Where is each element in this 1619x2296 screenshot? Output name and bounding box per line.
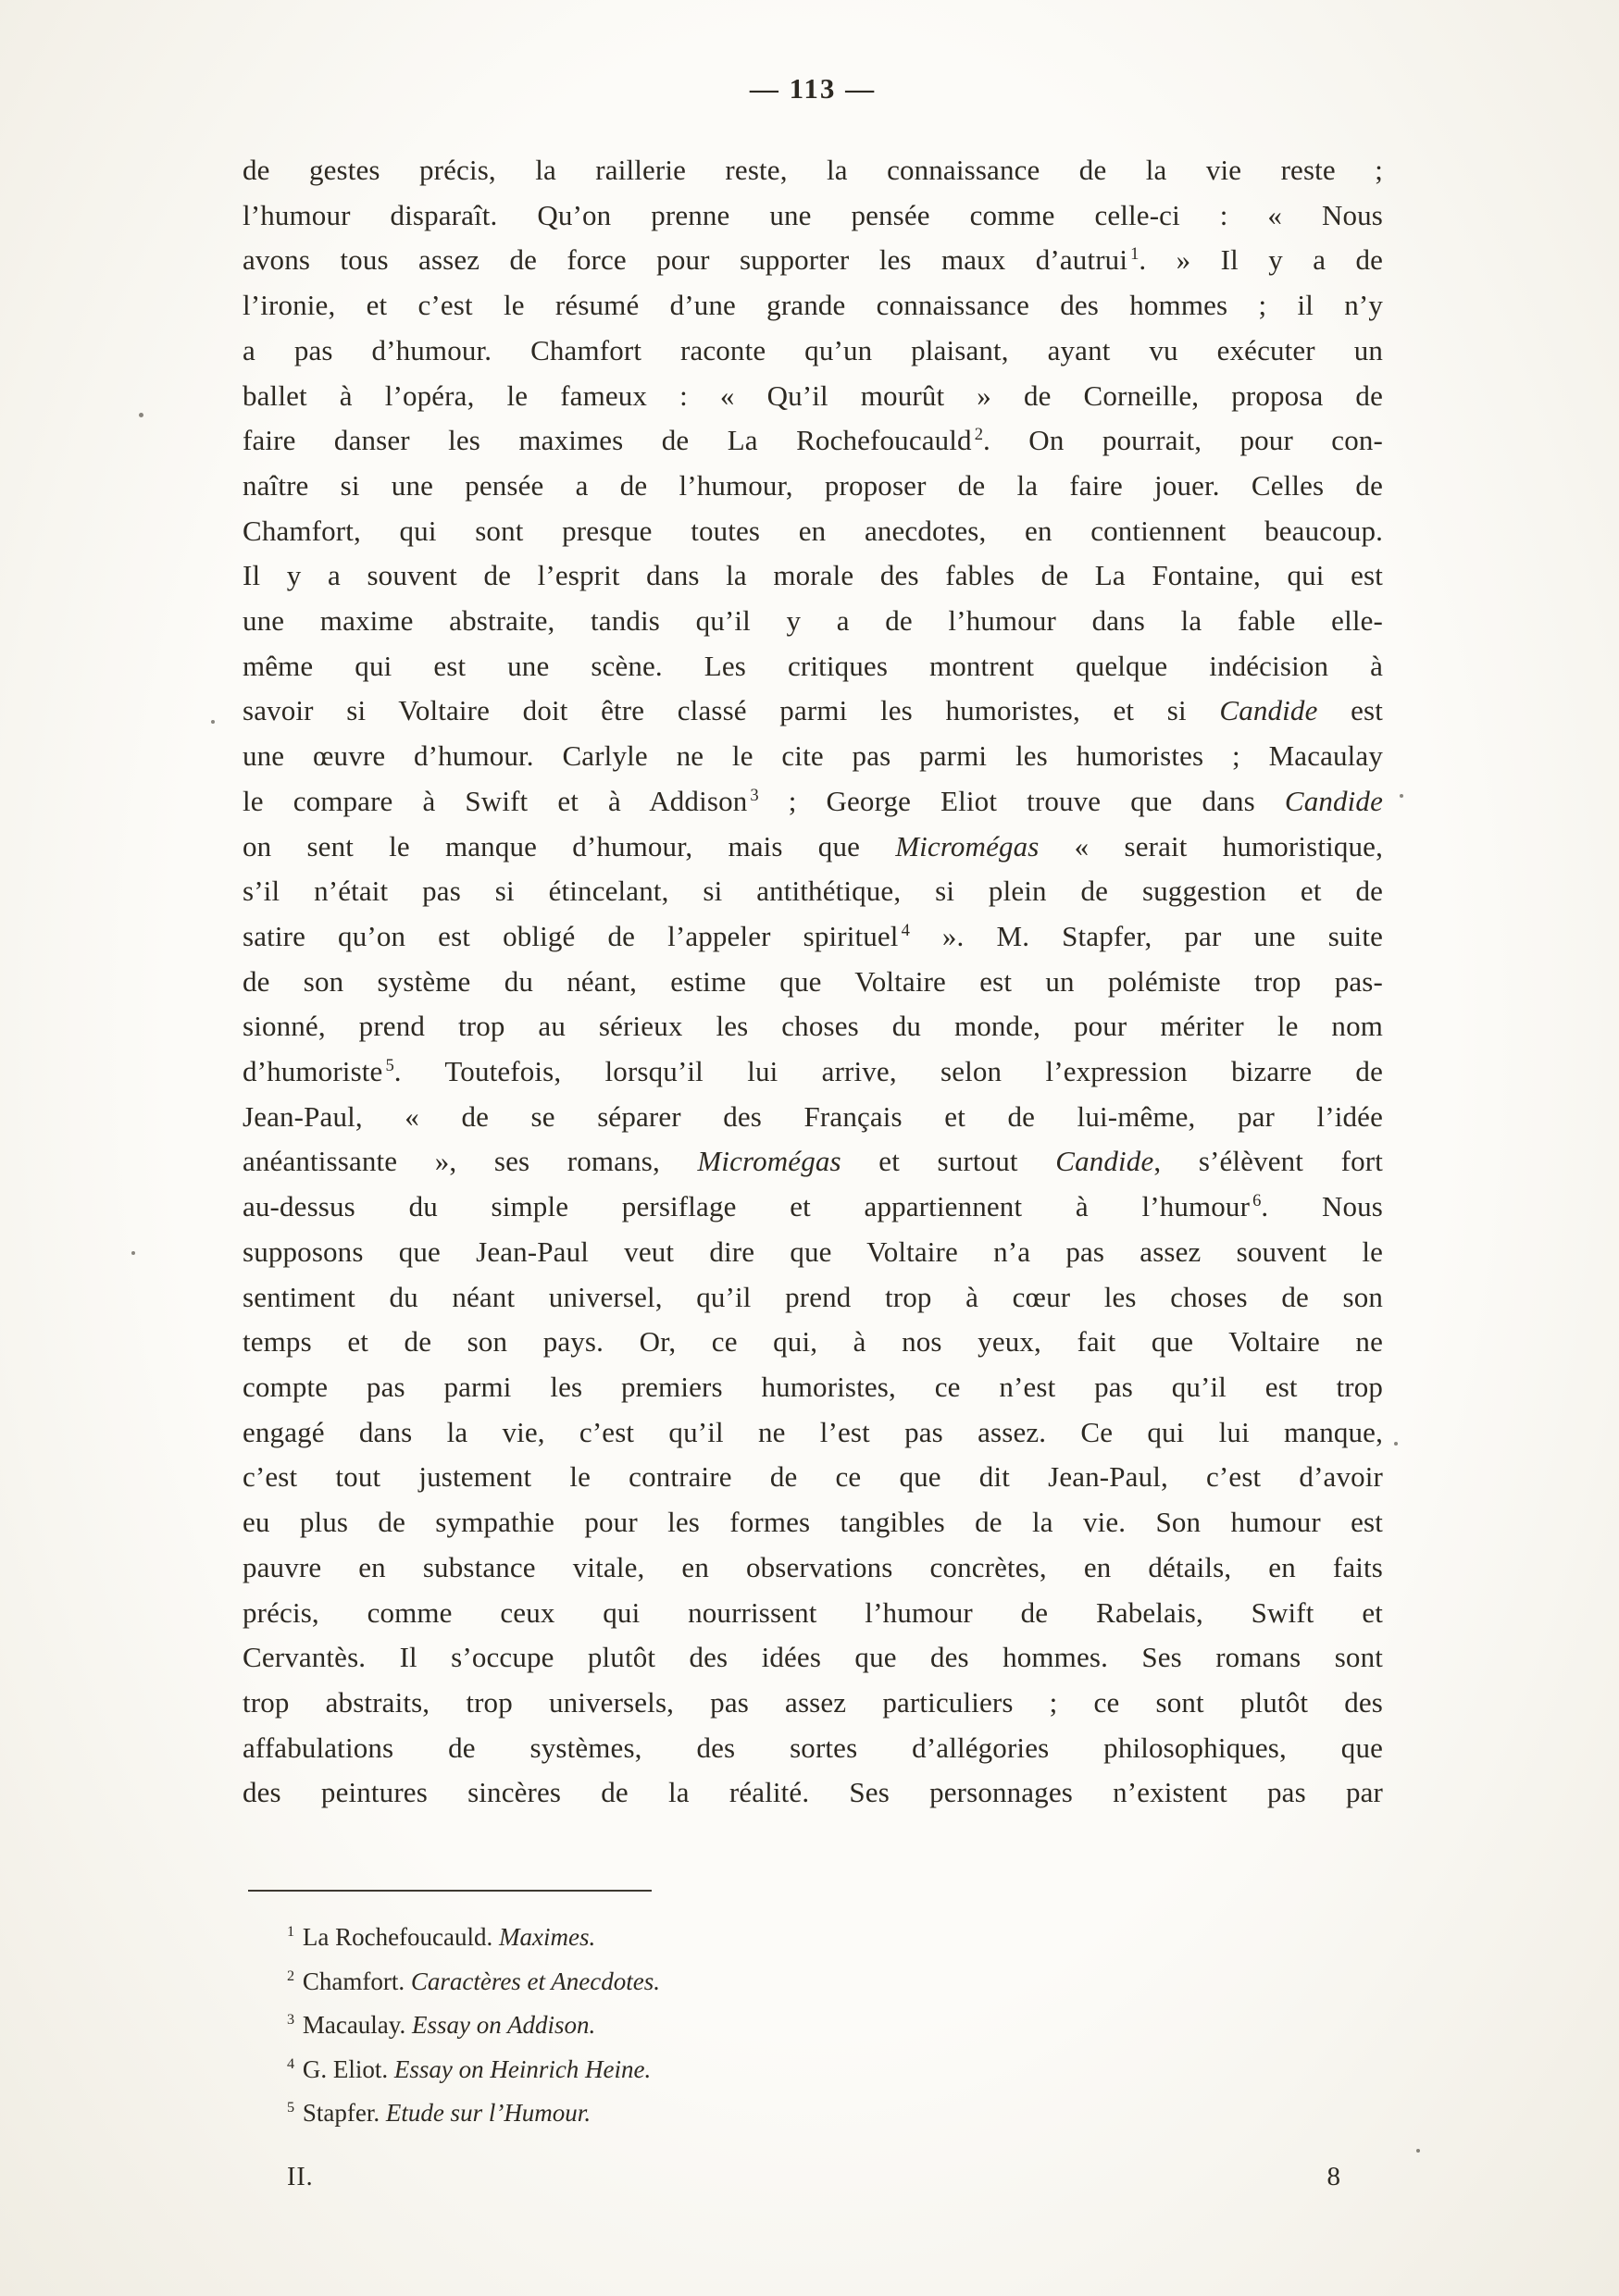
footnote-item: $^4$ G. Eliot. Essay on Heinrich Heine. [287, 2054, 652, 2083]
footnotes-section [243, 1890, 1383, 2136]
text-line: même qui est une scène. Les critiques montrent quelque indécision à [243, 649, 1383, 682]
footnote-item: $^3$ Macaulay. Essay on Addison. [287, 2011, 596, 2039]
text-line: savoir si Voltaire doit être classé parmi les humoristes, et si Candide est [243, 694, 1383, 727]
text-line: d’humoriste $^5$. Toutefois, lorsqu’il lui arrive, selon l’expression bizarre de [243, 1055, 1383, 1088]
text-line: supposons que Jean-Paul veut dire que Voltaire n’a pas assez souvent le [243, 1235, 1383, 1268]
text-line: faire danser les maximes de La Rochefoucauld $^2$. On pourrait, pour con- [243, 424, 1383, 457]
footnote-marker: 5 [385, 1055, 394, 1075]
main-text-block [243, 148, 1383, 1816]
italic-title: Candide [1055, 1145, 1154, 1178]
text-line: des peintures sincères de la réalité. Ses personnages n’existent pas par [243, 1776, 1383, 1809]
italic-title: Essay on Addison. [412, 2011, 596, 2039]
text-line: Il y a souvent de l’esprit dans la morale des fables de La Fontaine, qui est [243, 559, 1383, 592]
text-line: au-dessus du simple persiflage et appartiennent à l’humour $^6$. Nous [243, 1190, 1383, 1223]
text-line: temps et de son pays. Or, ce qui, à nos yeux, fait que Voltaire ne [243, 1325, 1383, 1359]
text-line: une œuvre d’humour. Carlyle ne le cite pas parmi les humoristes ; Macaulay [243, 739, 1383, 773]
footnote-item: $^5$ Stapfer. Etude sur l’Humour. [287, 2099, 592, 2127]
text-line: affabulations de systèmes, des sortes d’allégories philosophiques, que [243, 1731, 1383, 1764]
footnote-marker: 2 [974, 424, 983, 444]
text-line: anéantissante », ses romans, Micromégas et surtout Candide, s’élèvent fort [243, 1145, 1383, 1178]
italic-title: Micromégas [895, 829, 1040, 863]
scan-speck [131, 1251, 135, 1255]
text-line: a pas d’humour. Chamfort raconte qu’un plaisant, ayant vu exécuter un [243, 333, 1383, 366]
volume-signature: II. [287, 2163, 314, 2191]
italic-title: Essay on Heinrich Heine. [393, 2054, 652, 2083]
text-line: de gestes précis, la raillerie reste, la connaissance de la vie reste ; [243, 154, 1383, 186]
footnote-marker: 4 [287, 2054, 295, 2072]
footnote-separator [248, 1890, 652, 1892]
text-line: eu plus de sympathie pour les formes tangibles de la vie. Son humour est [243, 1506, 1383, 1539]
text-line: compte pas parmi les premiers humoristes, ce n’est pas qu’il est trop [243, 1370, 1383, 1403]
text-line: avons tous assez de force pour supporter les maux d’autrui $^1$. » Il y a de [243, 243, 1383, 277]
footnote-marker: 2 [287, 1967, 295, 1984]
scan-speck [1416, 2149, 1420, 2153]
text-line: l’ironie, et c’est le résumé d’une grande connaissance des hommes ; il n’y [243, 289, 1383, 322]
scan-speck [1400, 794, 1403, 798]
scan-speck [211, 720, 215, 724]
text-line: s’il n’était pas si étincelant, si antithétique, si plein de suggestion et de [243, 875, 1383, 908]
text-line: de son système du néant, estime que Voltaire est un polémiste trop pas- [243, 964, 1383, 998]
italic-title: Caractères et Anecdotes. [410, 1967, 661, 1995]
text-line: satire qu’on est obligé de l’appeler spirituel $^4$ ». M. Stapfer, par une suite [243, 919, 1383, 952]
text-line: engagé dans la vie, c’est qu’il ne l’est pas assez. Ce qui lui manque, [243, 1415, 1383, 1448]
footnote-marker: 5 [287, 2099, 295, 2116]
footnote-marker: 3 [750, 785, 759, 805]
italic-title: Micromégas [697, 1145, 841, 1178]
sheet-signature: 8 [1326, 2162, 1340, 2191]
footnotes-list [243, 1916, 1383, 2136]
italic-title: Candide [1219, 694, 1318, 727]
text-line: sionné, prend trop au sérieux les choses du monde, pour mériter le nom [243, 1010, 1383, 1043]
text-line: une maxime abstraite, tandis qu’il y a de l’humour dans la fable elle- [243, 604, 1383, 638]
page-footer [243, 2162, 1383, 2192]
text-line: Jean-Paul, « de se séparer des Français et de lui-même, par l’idée [243, 1099, 1383, 1133]
text-line: le compare à Swift et à Addison $^3$ ; George Eliot trouve que dans Candide [243, 784, 1383, 817]
text-line: on sent le manque d’humour, mais que Micromégas « serait humoristique, [243, 829, 1383, 863]
footnote-item: $^1$ La Rochefoucauld. Maximes. [287, 1923, 596, 1951]
text-line: c’est tout justement le contraire de ce que dit Jean-Paul, c’est d’avoir [243, 1460, 1383, 1494]
footnote-marker: 3 [287, 2011, 295, 2028]
page-number: — 113 — [749, 72, 877, 105]
text-line: trop abstraits, trop universels, pas assez particuliers ; ce sont plutôt des [243, 1685, 1383, 1719]
text-line: l’humour disparaît. Qu’on prenne une pensée comme celle-ci : « Nous [243, 198, 1383, 231]
italic-title: Candide [1284, 784, 1383, 817]
text-line: naître si une pensée a de l’humour, proposer de la faire jouer. Celles de [243, 468, 1383, 502]
italic-title: Etude sur l’Humour. [385, 2099, 592, 2127]
scan-speck [139, 413, 143, 417]
footnote-marker: 6 [1252, 1190, 1262, 1210]
text-line: précis, comme ceux qui nourrissent l’humour de Rabelais, Swift et [243, 1595, 1383, 1629]
footnote-marker: 1 [1130, 244, 1140, 265]
footnote-item: $^2$ Chamfort. Caractères et Anecdotes. [287, 1967, 661, 1995]
italic-title: Maximes. [499, 1923, 596, 1951]
text-line: Chamfort, qui sont presque toutes en anecdotes, en contiennent beaucoup. [243, 514, 1383, 547]
footnote-marker: 1 [287, 1923, 295, 1940]
text-line: sentiment du néant universel, qu’il prend trop à cœur les choses de son [243, 1280, 1383, 1313]
text-line: ballet à l’opéra, le fameux : « Qu’il mourût » de Corneille, proposa de [243, 379, 1383, 412]
text-line: Cervantès. Il s’occupe plutôt des idées que des hommes. Ses romans sont [243, 1641, 1383, 1674]
scan-speck [1394, 1442, 1398, 1446]
footnote-marker: 4 [901, 920, 910, 940]
text-line: pauvre en substance vitale, en observations concrètes, en détails, en faits [243, 1550, 1383, 1583]
